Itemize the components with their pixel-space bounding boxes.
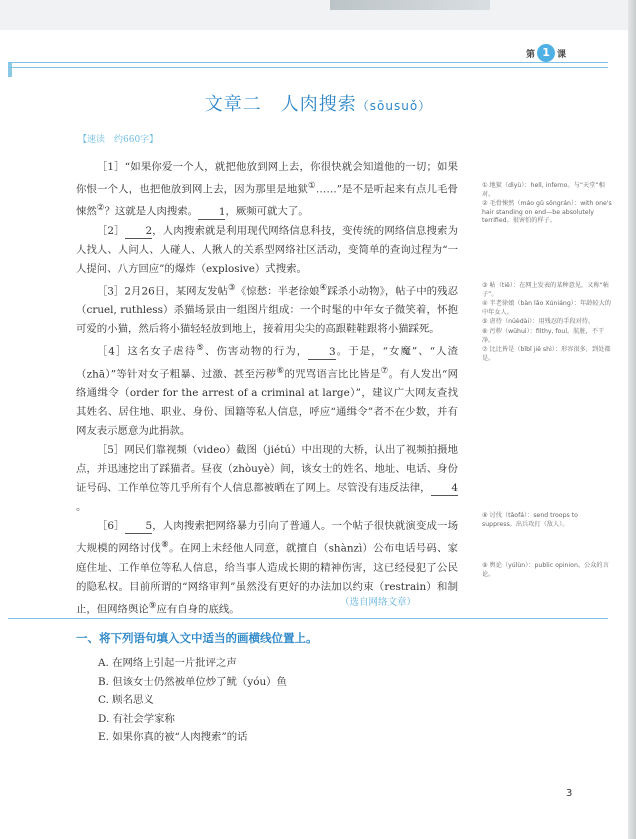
text: 、伤害动物的行为， bbox=[205, 345, 309, 358]
paragraph-3 bbox=[76, 279, 458, 339]
lesson-prefix: 第 bbox=[526, 49, 536, 60]
text: ，人肉搜索把网络暴力引向了普通人。一个帖子很快就演变成一场大规模的网络讨伐 bbox=[76, 520, 458, 555]
left-accent-bar bbox=[8, 62, 12, 77]
paragraph-5 bbox=[76, 441, 458, 517]
footnote-ref: ⑧ bbox=[161, 540, 170, 551]
text: 踩杀小动物》，帖子中的残忍（cruel, ruthless）杀猫场景由一组图片组成：一个时髦的中年女子微笑着，怀抱可爱的小猫，然后将小猫轻轻放到地上，接着用尖尖的高跟鞋鞋跟将小猫踩死。 bbox=[76, 285, 458, 336]
note-8: ⑧ 讨伐（tǎofá）：send troops to suppress。出兵攻打（敌人）。 bbox=[482, 512, 578, 528]
section-divider bbox=[8, 618, 608, 619]
article-body bbox=[76, 158, 458, 619]
text: 。于是，“女魔”、“人渣（zhā）”等针对女子粗暴、过激、甚至污秽 bbox=[76, 345, 458, 381]
option-d: D. 有社会学家称 bbox=[98, 712, 175, 725]
option-a: A. 在网络上引起一片批评之声 bbox=[98, 657, 237, 669]
lesson-number-badge: 1 bbox=[537, 44, 555, 62]
option-b: B. 但该女士仍然被单位炒了鱿（yóu）鱼 bbox=[98, 675, 287, 688]
notes-group-4 bbox=[482, 562, 612, 580]
text: ［1］“如果你爱一个人，就把他放到网上去，你很快就会知道他的一切；如果你恨一个人，也把他放到网上去，因为那里是地狱 bbox=[76, 161, 458, 196]
header-decoration bbox=[330, 0, 490, 10]
text: ，厥频可就大了。 bbox=[225, 205, 309, 218]
article-title bbox=[0, 90, 636, 116]
paragraph-4 bbox=[76, 339, 458, 441]
blank-1[interactable]: 1 bbox=[198, 205, 225, 220]
text: 应有自身的底线。 bbox=[156, 603, 240, 616]
footnote-ref: ⑤ bbox=[196, 343, 206, 354]
note-3: ③ 帖（tiě）：在网上发表的某种意见，又称“帖子”。 bbox=[482, 282, 609, 298]
footnote-ref: ⑨ bbox=[148, 600, 157, 611]
lesson-suffix: 课 bbox=[557, 49, 567, 60]
header-rule-top bbox=[8, 62, 608, 63]
note-1: ① 地狱（dìyù）：hell, inferno。与“天堂”相对。 bbox=[482, 182, 605, 198]
text: ［3］2月26日，某网友发帖 bbox=[96, 285, 228, 298]
page-edge bbox=[628, 0, 636, 839]
note-5: ⑤ 虐待（nüèdài）：用残忍的手段对待。 bbox=[482, 318, 595, 326]
footnote-ref: ② bbox=[96, 203, 105, 214]
text: ［5］网民们靠视频（video）截图（jiétú）中出现的大桥，认出了视频拍摄地点，并迅速挖出了踩猫者。昼夜（zhòuyè）间，该女士的姓名、地址、电话、身份证号码、工作单位等几乎所有个人信息都被晒在了网上。尽管没有违反法律， bbox=[76, 444, 458, 495]
footnote-ref: ⑥ bbox=[276, 365, 285, 376]
option-c: C. 顾名思义 bbox=[98, 694, 154, 706]
exercise-title: 一、将下列语句填入文中适当的画横线位置上。 bbox=[76, 631, 318, 645]
notes-group-1 bbox=[482, 182, 612, 227]
text: 的咒骂语言比比皆是 bbox=[284, 368, 381, 381]
option-e: E. 如果你真的被“人肉搜索”的话 bbox=[98, 731, 248, 743]
text: 。在网上未经他人同意，就擅自（shànzì）公布电话号码、家庭住址、工作单位等私人信息，给当事人造成长期的精神伤害，这已经侵犯了公民的隐私权。目前所谓的“网络审判”虽然没有更好的办法加以约束（restrain）和制止，但网络舆论 bbox=[76, 542, 459, 616]
article-title-text: 文章二 人肉搜索 bbox=[204, 94, 357, 115]
text: ？这就是人肉搜索。 bbox=[104, 205, 199, 218]
notes-group-3 bbox=[482, 512, 612, 530]
text: ，人肉搜索就是利用现代网络信息科技，变传统的网络信息搜索为人找人、人问人、人碰人、人揪人的关系型网络社区活动，变简单的查询过程为“一人提问、八方回应”的爆炸（explosive）式搜索。 bbox=[76, 224, 458, 275]
blank-2[interactable]: 2 bbox=[125, 224, 152, 239]
text: 。 bbox=[76, 501, 87, 514]
footnote-ref: ③ bbox=[228, 282, 236, 293]
reading-tip: 【速读 约660字】 bbox=[78, 135, 159, 145]
text: ［4］这名女子虐待 bbox=[96, 345, 197, 358]
article-source: （选自网络文章） bbox=[340, 597, 417, 608]
footnote-ref: ① bbox=[308, 181, 316, 191]
footnote-ref: ④ bbox=[319, 282, 328, 293]
text: ［2］ bbox=[96, 224, 125, 237]
text: 。有人发出“网络通缉令（order for the arrest of a criminal at large）”，建议广大网友查找其姓名、居住地、职业、身份、国籍等私人信息，呼应“通缉令”者不在少数，并有网友表示愿意为此捐款。 bbox=[76, 368, 458, 438]
note-7: ⑦ 比比皆是（bǐbǐ jiē shì）：形容很多，到处都是。 bbox=[482, 346, 611, 362]
article-title-pinyin: （sōusuǒ） bbox=[356, 99, 432, 113]
paragraph-1 bbox=[76, 158, 458, 222]
note-2: ② 毛骨悚然（máo gǔ sǒngrán）：with one's hair standing on end—be absolutely terrified。很害怕的样子。 bbox=[482, 200, 612, 225]
exercise-options bbox=[98, 654, 287, 747]
note-4: ④ 半老徐娘（bàn lǎo Xúniáng）：年龄较大的中年女人。 bbox=[482, 300, 611, 316]
note-6: ⑥ 污秽（wūhuì）：filthy, foul。肮脏，不干净。 bbox=[482, 327, 605, 344]
notes-group-2 bbox=[482, 282, 612, 364]
text: ……”是不是听起来有点儿毛骨悚然 bbox=[76, 183, 459, 218]
note-9: ⑨ 舆论（yúlùn）：public opinion。公众的言论。 bbox=[482, 562, 609, 578]
blank-4[interactable]: 4 bbox=[431, 481, 458, 496]
blank-5[interactable]: 5 bbox=[125, 519, 152, 534]
header-rule-bottom bbox=[8, 67, 608, 68]
top-strip bbox=[0, 0, 636, 30]
page-number: 3 bbox=[566, 788, 573, 799]
blank-3[interactable]: 3 bbox=[308, 345, 335, 360]
lesson-tag bbox=[526, 44, 566, 62]
text: ［6］ bbox=[96, 520, 125, 533]
paragraph-2 bbox=[76, 222, 458, 279]
text: 《惊愁：半老徐娘 bbox=[235, 285, 320, 298]
footnote-ref: ⑦ bbox=[380, 365, 389, 376]
